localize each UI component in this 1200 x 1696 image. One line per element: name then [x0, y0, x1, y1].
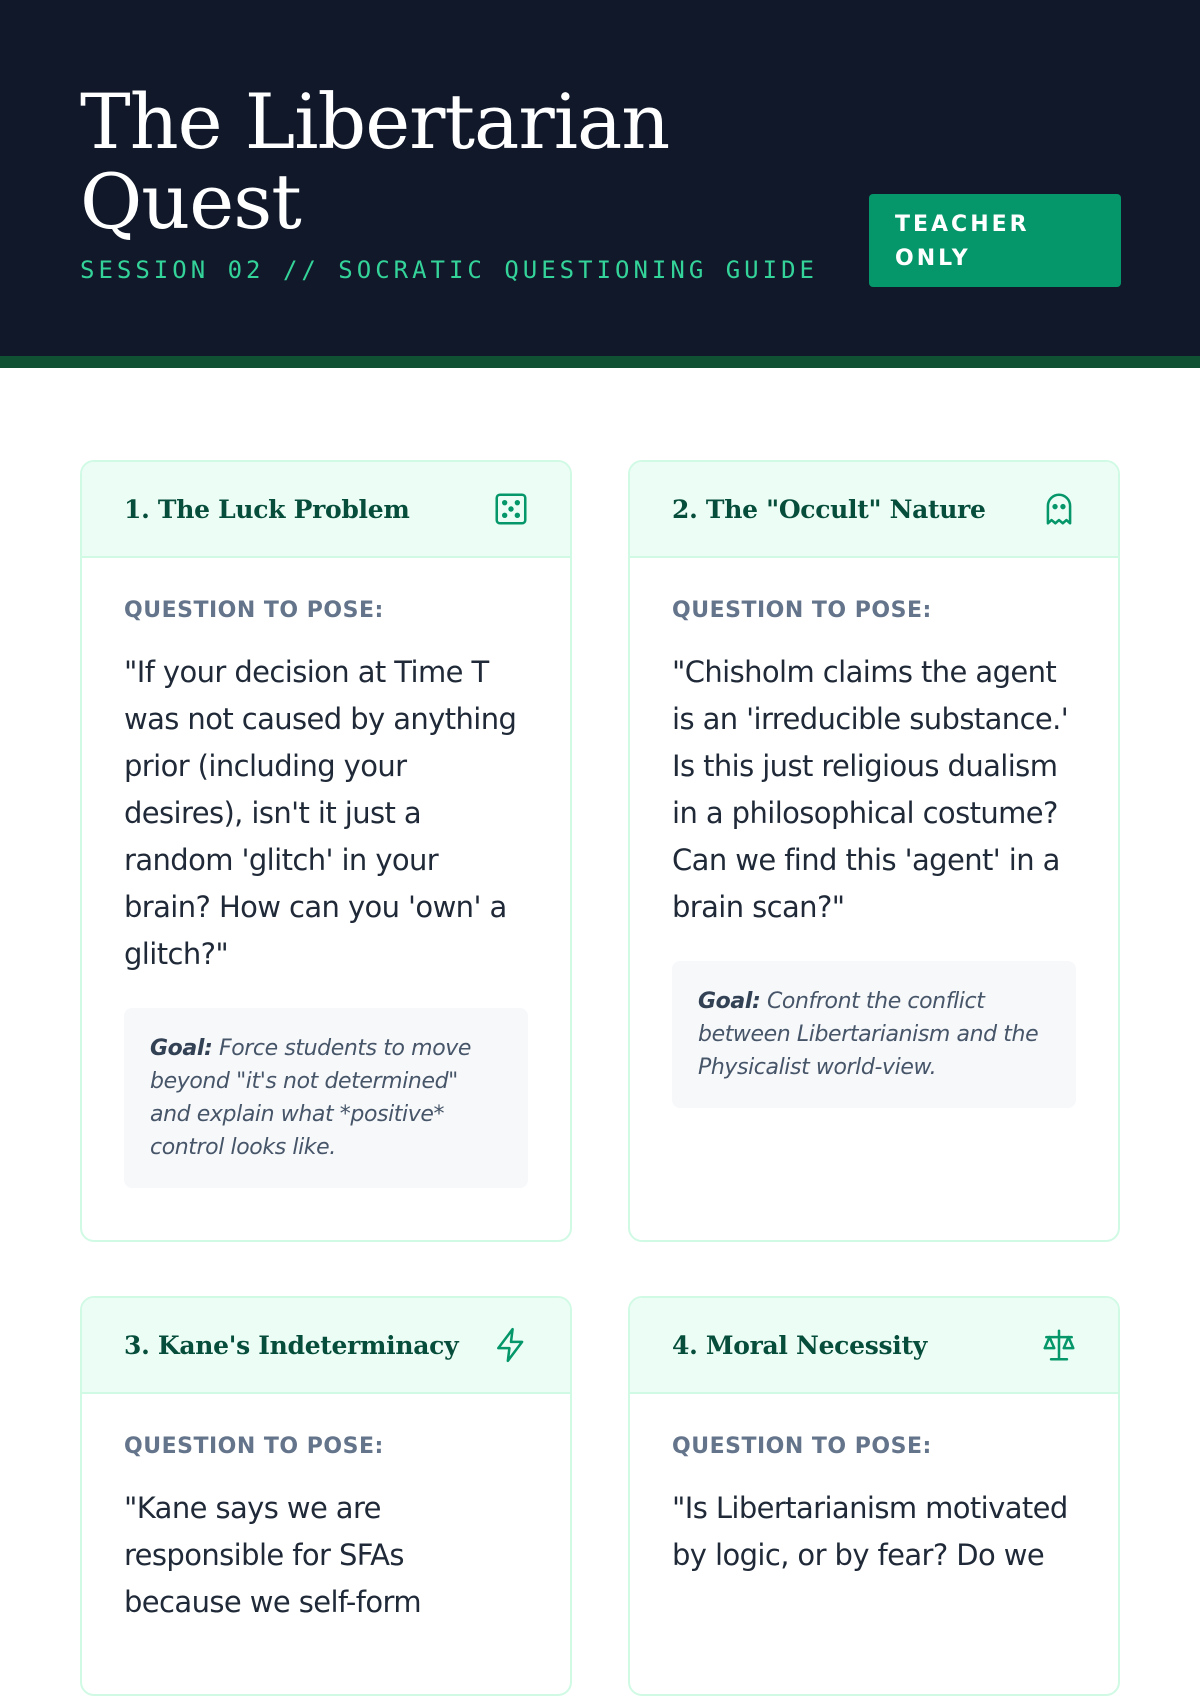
lightning-icon	[492, 1326, 530, 1364]
card-body	[82, 1394, 570, 1668]
title-line-1: The Libertarian	[80, 77, 670, 166]
question-text: "Chisholm claims the agent is an 'irreducible substance.' Is this just religious dualism in a philosophical costume? Can we find this 'agent' in a brain scan?"	[672, 655, 1069, 924]
goal-label: Goal:	[698, 989, 761, 1014]
question-label: QUESTION TO POSE:	[672, 598, 932, 623]
goal-text: Force students to move beyond "it's not determined" and explain what *positive* control looks like.	[150, 1036, 472, 1160]
badge-line-1: TEACHER	[895, 212, 1030, 237]
card-body	[630, 1394, 1118, 1621]
card-body	[82, 558, 570, 1230]
card-title: 1. The Luck Problem	[124, 494, 410, 524]
card-header	[630, 462, 1118, 558]
card-body	[630, 558, 1118, 1150]
scales-icon	[1040, 1326, 1078, 1364]
question-label: QUESTION TO POSE:	[672, 1434, 932, 1459]
page-header	[0, 0, 1200, 368]
question-label: QUESTION TO POSE:	[124, 598, 384, 623]
card-title: 2. The "Occult" Nature	[672, 494, 986, 524]
question-text: "Kane says we are responsible for SFAs because we self-form	[124, 1491, 422, 1619]
card-header	[630, 1298, 1118, 1394]
question-label: QUESTION TO POSE:	[124, 1434, 384, 1459]
card-header	[82, 1298, 570, 1394]
question-card-kanes-indeterminacy	[80, 1296, 572, 1696]
title-line-2: Quest	[80, 157, 301, 246]
session-subtitle: SESSION 02 // SOCRATIC QUESTIONING GUIDE	[80, 256, 818, 284]
ghost-icon	[1040, 490, 1078, 528]
question-text: "Is Libertarianism motivated by logic, or by fear? Do we	[672, 1491, 1068, 1572]
page-title	[80, 77, 670, 246]
card-title: 4. Moral Necessity	[672, 1330, 927, 1360]
goal-text: Confront the conflict between Libertarianism and the Physicalist world-view.	[698, 989, 1039, 1080]
question-card-occult-nature	[628, 460, 1120, 1242]
card-header	[82, 462, 570, 558]
badge-line-2: ONLY	[895, 246, 971, 271]
dice-icon	[492, 490, 530, 528]
card-title: 3. Kane's Indeterminacy	[124, 1330, 459, 1360]
goal-label: Goal:	[150, 1036, 213, 1061]
question-text: "If your decision at Time T was not caused by anything prior (including your desires), isn't it just a random 'glitch' in your brain? How can you 'own' a glitch?"	[124, 655, 517, 971]
teacher-only-badge	[869, 194, 1121, 287]
goal-box	[672, 961, 1076, 1108]
question-card-luck-problem	[80, 460, 572, 1242]
question-card-moral-necessity	[628, 1296, 1120, 1696]
goal-box	[124, 1008, 528, 1188]
